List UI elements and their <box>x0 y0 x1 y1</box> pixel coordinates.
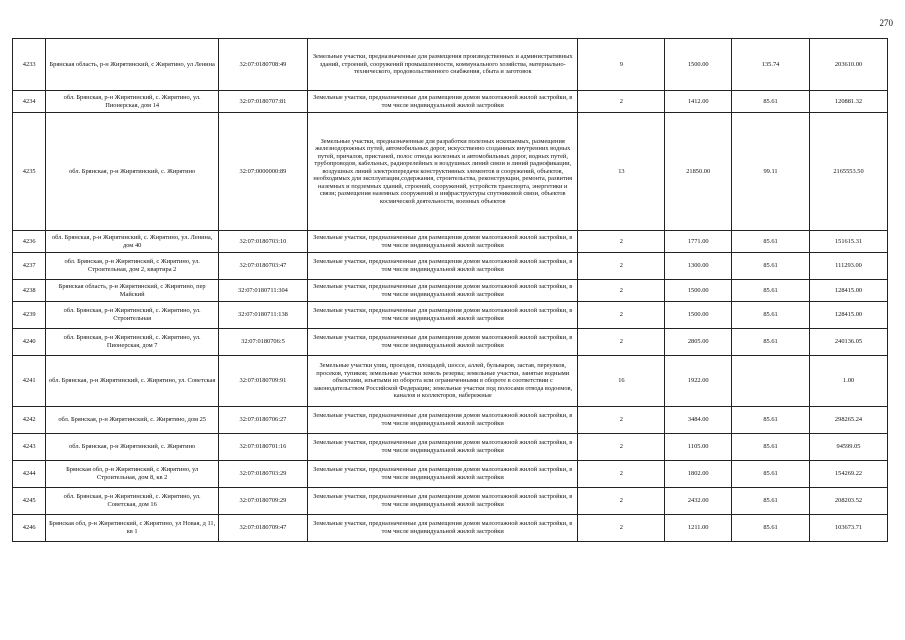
permitted-use-cell: Земельные участки, предназначенные для размещения домов малоэтажной жилой застройки, в том числе индивидуальной жилой застройки <box>307 280 578 302</box>
cadastral-value-cell: 203610.00 <box>810 39 888 91</box>
cadastral-number-cell: 32:07:0180709:91 <box>218 356 307 407</box>
address-cell: обл. Брянская, р-н Жирятинский, с. Жирятино, ул. Пионерская, дом 7 <box>46 329 219 356</box>
permitted-use-cell: Земельные участки, предназначенные для размещения домов малоэтажной жилой застройки, в том числе индивидуальной жилой застройки <box>307 253 578 280</box>
table-row <box>13 356 888 407</box>
use-group-cell: 2 <box>578 329 665 356</box>
row-number: 4238 <box>13 280 46 302</box>
row-number: 4235 <box>13 113 46 231</box>
table-row <box>13 461 888 488</box>
row-number: 4239 <box>13 302 46 329</box>
row-number: 4241 <box>13 356 46 407</box>
use-group-cell: 2 <box>578 231 665 253</box>
cadastral-number-cell: 32:07:0180711:138 <box>218 302 307 329</box>
specific-value-cell: 85.61 <box>732 434 810 461</box>
table-row <box>13 280 888 302</box>
address-cell: обл. Брянская, р-н Жирятинский, с. Жирятино, дом 25 <box>46 407 219 434</box>
table-body <box>13 39 888 542</box>
address-cell: Брянская обл, р-н Жирятинский, с Жирятино, ул Строительная, дом 8, кв 2 <box>46 461 219 488</box>
area-cell: 1211.00 <box>665 515 732 542</box>
table-row <box>13 515 888 542</box>
cadastral-value-cell: 298265.24 <box>810 407 888 434</box>
table-row <box>13 302 888 329</box>
area-cell: 1500.00 <box>665 39 732 91</box>
specific-value-cell <box>732 356 810 407</box>
permitted-use-cell: Земельные участки, предназначенные для размещения производственных и административных зданий, строений, сооружений промышленности, коммунального хозяйства, материально-технического, продовольственного снабжения, сбыта и заготовок <box>307 39 578 91</box>
specific-value-cell: 85.61 <box>732 280 810 302</box>
cadastral-value-cell: 111293.00 <box>810 253 888 280</box>
area-cell: 1771.00 <box>665 231 732 253</box>
row-number: 4236 <box>13 231 46 253</box>
specific-value-cell: 85.61 <box>732 488 810 515</box>
cadastral-number-cell: 32:07:0180703:47 <box>218 253 307 280</box>
land-registry-table <box>12 38 888 542</box>
row-number: 4246 <box>13 515 46 542</box>
permitted-use-cell: Земельные участки, предназначенные для размещения домов малоэтажной жилой застройки, в том числе индивидуальной жилой застройки <box>307 434 578 461</box>
row-number: 4233 <box>13 39 46 91</box>
area-cell: 1922.00 <box>665 356 732 407</box>
address-cell: обл. Брянская, р-н Жирятинский, с Жирятино, ул. Строительная, дом 2, квартира 2 <box>46 253 219 280</box>
cadastral-value-cell: 2165553.50 <box>810 113 888 231</box>
area-cell: 21850.00 <box>665 113 732 231</box>
address-cell: обл. Брянская, р-н Жирятинский, с. Жирятино, ул. Советская, дом 16 <box>46 488 219 515</box>
specific-value-cell: 99.11 <box>732 113 810 231</box>
cadastral-number-cell: 32:07:0180711:304 <box>218 280 307 302</box>
use-group-cell: 13 <box>578 113 665 231</box>
address-cell: обл. Брянская, р-н Жирятинский, с. Жирятино, ул. Советская <box>46 356 219 407</box>
use-group-cell: 2 <box>578 515 665 542</box>
area-cell: 1500.00 <box>665 280 732 302</box>
row-number: 4243 <box>13 434 46 461</box>
cadastral-number-cell: 32:07:0180706:27 <box>218 407 307 434</box>
address-cell: обл. Брянская, р-н Жирятинский, с. Жирятино, ул. Пионерская, дом 14 <box>46 91 219 113</box>
address-cell: Брянская область, р-н Жирятинский, с Жирятино, пер Майский <box>46 280 219 302</box>
use-group-cell: 2 <box>578 407 665 434</box>
table-row <box>13 488 888 515</box>
specific-value-cell: 85.61 <box>732 407 810 434</box>
area-cell: 1105.00 <box>665 434 732 461</box>
address-cell: обл. Брянская, р-н Жирятинский, с. Жирятино, ул. Строительная <box>46 302 219 329</box>
use-group-cell: 2 <box>578 434 665 461</box>
cadastral-number-cell: 32:07:0180709:47 <box>218 515 307 542</box>
table-row <box>13 407 888 434</box>
specific-value-cell: 85.61 <box>732 329 810 356</box>
area-cell: 1802.00 <box>665 461 732 488</box>
permitted-use-cell: Земельные участки, предназначенные для размещения домов малоэтажной жилой застройки, в том числе индивидуальной жилой застройки <box>307 488 578 515</box>
row-number: 4245 <box>13 488 46 515</box>
cadastral-value-cell: 208203.52 <box>810 488 888 515</box>
use-group-cell: 2 <box>578 461 665 488</box>
cadastral-number-cell: 32:07:0180706:5 <box>218 329 307 356</box>
use-group-cell: 2 <box>578 253 665 280</box>
specific-value-cell: 85.61 <box>732 461 810 488</box>
permitted-use-cell: Земельные участки, предназначенные для разработки полезных ископаемых, размещения железнодорожных путей, автомобильных дорог, искусственно созданных внутренних водных путей, причалов, пристаней, полос отвода железных и автомобильных дорог, водных путей, трубопроводов, кабельных, радиорелейных и воздушных линий связи и линий радиофикации, воздушных линий электропередачи конструктивных элементов и сооружений, объектов, необходимых для эксплуатации,содержания, строительства, реконструкции, ремонта, развития наземных и подземных зданий, строений, сооружений, устройств транспорта, энергетики и связи; размещения наземных сооружений и инфраструктуры спутниковой связи, объектов космической деятельности, военных объектов <box>307 113 578 231</box>
area-cell: 2805.00 <box>665 329 732 356</box>
area-cell: 1500.00 <box>665 302 732 329</box>
use-group-cell: 2 <box>578 91 665 113</box>
area-cell: 1412.00 <box>665 91 732 113</box>
specific-value-cell: 85.61 <box>732 515 810 542</box>
area-cell: 3484.00 <box>665 407 732 434</box>
cadastral-value-cell: 128415.00 <box>810 302 888 329</box>
use-group-cell: 9 <box>578 39 665 91</box>
permitted-use-cell: Земельные участки, предназначенные для размещения домов малоэтажной жилой застройки, в том числе индивидуальной жилой застройки <box>307 231 578 253</box>
cadastral-value-cell: 94599.05 <box>810 434 888 461</box>
cadastral-number-cell: 32:07:0000000:89 <box>218 113 307 231</box>
row-number: 4240 <box>13 329 46 356</box>
row-number: 4242 <box>13 407 46 434</box>
table-row <box>13 253 888 280</box>
cadastral-value-cell: 103673.71 <box>810 515 888 542</box>
permitted-use-cell: Земельные участки, предназначенные для размещения домов малоэтажной жилой застройки, в том числе индивидуальной жилой застройки <box>307 91 578 113</box>
address-cell: Брянская обл, р-н Жирятинский, с Жирятино, ул Новая, д 11, кв 1 <box>46 515 219 542</box>
cadastral-number-cell: 32:07:0180703:29 <box>218 461 307 488</box>
permitted-use-cell: Земельные участки улиц, проездов, площадей, шоссе, аллей, бульваров, застав, переулков, просеков, тупиков; земельные участки земель резерва; земельные участки, занятые водными объектами, изъятыми из оборота или ограниченными в обороте в соответствии с законодательством Российской Федерации; земельные участки под полосами отвода водоемов, каналов и коллекторов, набережные <box>307 356 578 407</box>
table-row <box>13 231 888 253</box>
use-group-cell: 2 <box>578 280 665 302</box>
cadastral-number-cell: 32:07:0180709:29 <box>218 488 307 515</box>
specific-value-cell: 85.61 <box>732 253 810 280</box>
cadastral-value-cell: 240136.05 <box>810 329 888 356</box>
table-row <box>13 39 888 91</box>
cadastral-value-cell: 120881.32 <box>810 91 888 113</box>
cadastral-value-cell: 128415.00 <box>810 280 888 302</box>
use-group-cell: 2 <box>578 488 665 515</box>
permitted-use-cell: Земельные участки, предназначенные для размещения домов малоэтажной жилой застройки, в том числе индивидуальной жилой застройки <box>307 515 578 542</box>
table-row <box>13 113 888 231</box>
specific-value-cell: 135.74 <box>732 39 810 91</box>
address-cell: Брянская область, р-н Жирятинский, с Жирятино, ул Ленина <box>46 39 219 91</box>
cadastral-value-cell: 154269.22 <box>810 461 888 488</box>
use-group-cell: 16 <box>578 356 665 407</box>
specific-value-cell: 85.61 <box>732 91 810 113</box>
page-number: 270 <box>879 18 893 28</box>
permitted-use-cell: Земельные участки, предназначенные для размещения домов малоэтажной жилой застройки, в том числе индивидуальной жилой застройки <box>307 302 578 329</box>
specific-value-cell: 85.61 <box>732 302 810 329</box>
address-cell: обл. Брянская, р-н Жирятинский, с. Жирятино, ул. Ленина, дом 40 <box>46 231 219 253</box>
cadastral-number-cell: 32:07:0180703:10 <box>218 231 307 253</box>
row-number: 4244 <box>13 461 46 488</box>
permitted-use-cell: Земельные участки, предназначенные для размещения домов малоэтажной жилой застройки, в том числе индивидуальной жилой застройки <box>307 461 578 488</box>
permitted-use-cell: Земельные участки, предназначенные для размещения домов малоэтажной жилой застройки, в том числе индивидуальной жилой застройки <box>307 407 578 434</box>
cadastral-value-cell: 1.00 <box>810 356 888 407</box>
table-row <box>13 91 888 113</box>
area-cell: 2432.00 <box>665 488 732 515</box>
use-group-cell: 2 <box>578 302 665 329</box>
cadastral-number-cell: 32:07:0180707:81 <box>218 91 307 113</box>
row-number: 4234 <box>13 91 46 113</box>
cadastral-number-cell: 32:07:0180701:16 <box>218 434 307 461</box>
cadastral-number-cell: 32:07:0180708:49 <box>218 39 307 91</box>
address-cell: обл. Брянская, р-н Жирятинский, с. Жирятино <box>46 113 219 231</box>
address-cell: обл. Брянская, р-н Жирятинский, с. Жирятино <box>46 434 219 461</box>
row-number: 4237 <box>13 253 46 280</box>
specific-value-cell: 85.61 <box>732 231 810 253</box>
permitted-use-cell: Земельные участки, предназначенные для размещения домов малоэтажной жилой застройки, в том числе индивидуальной жилой застройки <box>307 329 578 356</box>
table-row <box>13 329 888 356</box>
area-cell: 1300.00 <box>665 253 732 280</box>
cadastral-value-cell: 151615.31 <box>810 231 888 253</box>
table-row <box>13 434 888 461</box>
